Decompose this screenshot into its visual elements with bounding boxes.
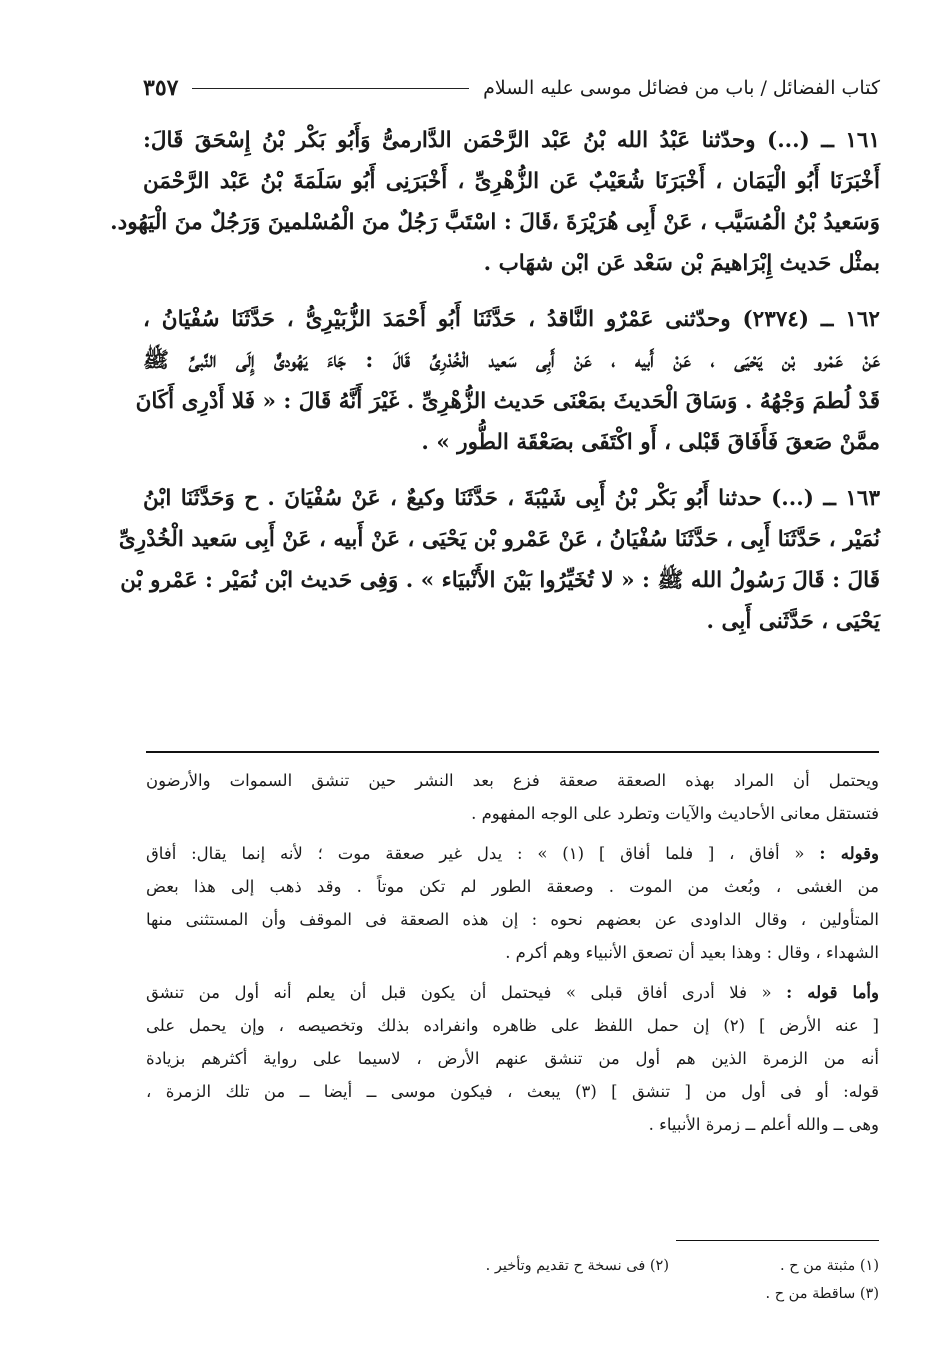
footnote-1: (١) مثبتة من ح . [779,1258,879,1274]
commentary-line [146,837,879,870]
text-line: يَحْيَى ، حَدَّثَنى أَبِى . [706,609,880,634]
commentary-line-text: « أفاق ، [ فلما أفاق ] (١) » : يدل غير صعقة موت ؛ لأنه إنما يقال: أفاق [146,844,820,863]
commentary-line: أنه من الزمرة الذين هم أول من تنشق عنهم الأرض ، لاسيما على رواية أكثرهم بزيادة [146,1049,879,1068]
text-line: ممَّنْ صَعقَ فَأَفَاقَ قَبْلى ، أَو اكْتَفَى بصَعْقَة الطُّور » . [421,430,880,455]
commentary-line: المتأولين ، وقال الداودى عن بعضهم نحوه : إن هذه الصعقة فى الموقف وأن المستثنى منها [146,910,879,929]
text-line: ١٦٢ ــ (٢٣٧٤) وحدّثنى عَمْرٌو النَّاقدُ ، حَدَّثَنَا أَبُو أَحْمَدَ الزُّبَيْرِىُّ ، حَدَّثَنَا سُفْيَانُ ، [143,307,880,332]
commentary-lead: وأما قوله : [786,983,879,1002]
footnote-3: (٣) ساقطة من ح . [765,1286,879,1302]
header-rule [192,88,469,89]
footnote-row [146,1252,879,1280]
commentary [146,764,879,1148]
commentary-separator [146,751,879,753]
footnote-rule [676,1240,879,1241]
commentary-line [146,976,879,1009]
footnote-2: (٢) فى نسخة ح تقديم وتأخير . [485,1258,669,1274]
commentary-line: من الغشى ، وبُعث من الموت . وصعقة الطور لم تكن موتاً . وقد ذهب إلى هذا بعض [146,877,879,896]
commentary-line: قوله: أو فى أول من [ تنشق ] (٣) يبعث ، فيكون موسى ــ أيضا ــ من تلك الزمرة ، [146,1082,879,1101]
commentary-lead: وقوله : [819,844,879,863]
text-line: قَالَ : قَالَ رَسُولُ الله ﷺ : « لا تُخَيِّرُوا بَيْنَ الأَنْبيَاء » . وَفِى حَديث ابْن نُمَيْر : عَمْرو بْن [120,568,880,593]
commentary-paragraph [146,764,879,830]
commentary-line-text: « فلا أدرى أفاق قبلى » فيحتمل أن يكون قبل أن يعلم أنه أول من تنشق [146,983,787,1002]
commentary-paragraph [146,837,879,969]
text-line: ١٦١ ــ (...) وحدّثنا عَبْدُ الله بْنُ عَبْد الرَّحْمَن الدَّارمىُّ وَأَبُو بَكْر بْنُ إِسْحَقَ قَالَ: [143,128,880,153]
commentary-line: الشهداء ، وقال : وهذا بعيد أن تصعق الأنبياء وهم أكرم . [505,943,879,962]
text-line: عَنْ عَمْرو بْن يَحْيَى ، عَنْ أَبيه ، عَنْ أَبِى سَعيد الْخُدْرِىِّ قَالَ : جَاءَ يَهُودىٌّ إِلَى النَّبىِّ ﷺ [143,348,880,373]
commentary-paragraph [146,976,879,1141]
text-line: قَدْ لُطمَ وَجْهُهُ . وَسَاقَ الْحَديثَ بمَعْنَى حَديث الزُّهْرِىِّ . غَيْرَ أَنَّهُ قَالَ : « فَلا أَدْرِى أَكَانَ [135,389,880,414]
hadith-text [110,120,880,657]
commentary-line: وهى ــ والله أعلم ــ زمرة الأنبياء . [648,1115,879,1134]
running-header [143,70,880,106]
commentary-line: ويحتمل أن المراد بهذه الصعقة صعقة فزع بعد النشر حين تنشق السموات والأرضون [146,771,879,790]
footnote-row [146,1280,879,1308]
footnotes [146,1252,879,1308]
text-line: ١٦٣ ــ (...) حدثنا أَبُو بَكْر بْنُ أَبِى شَيْبَةَ ، حَدَّثَنَا وكيعٌ ، عَنْ سُفْيَانَ . ح وَحَدَّثَنَا ابْنُ [143,486,880,511]
text-line: أَخْبَرَنَا أَبُو الْيَمَان ، أَخْبَرَنَا شُعَيْبٌ عَن الزُّهْرِىِّ ، أَخْبَرَنِى أَبُو سَلَمَةَ بْنُ عَبْد الرَّحْمَن [143,169,880,194]
hadith-163 [118,478,880,642]
commentary-line: فتستقل معانى الأحاديث والآيات وتطرد على الوجه المفهوم . [471,804,879,823]
hadith-162 [135,299,880,463]
page-number: ٣٥٧ [143,75,179,101]
chapter-title: كتاب الفضائل / باب من فضائل موسى عليه السلام [483,77,880,99]
text-line: وَسَعيدُ بْنُ الْمُسَيَّب ، عَنْ أَبِى هُرَيْرَةَ ،قَالَ : اسْتَبَّ رَجُلٌ منَ الْمُسْلمينَ وَرَجُلٌ منَ الْيَهُود. [110,210,880,235]
hadith-161 [110,120,880,284]
text-line: بمثْل حَديث إِبْرَاهيمَ بْن سَعْد عَن ابْن شهَاب . [483,251,880,276]
text-line: نُمَيْر ، حَدَّثَنَا أَبِى ، حَدَّثَنَا سُفْيَانُ ، عَنْ عَمْرو بْن يَحْيَى ، عَنْ أَبيه ، عَنْ أَبِى سَعيد الْخُدْرِىِّ [118,527,880,552]
commentary-line: [ عنه الأرض ] (٢) إن حمل اللفظ على ظاهره وانفراده بذلك وتخصيصه ، وإن يحمل على [146,1016,879,1035]
